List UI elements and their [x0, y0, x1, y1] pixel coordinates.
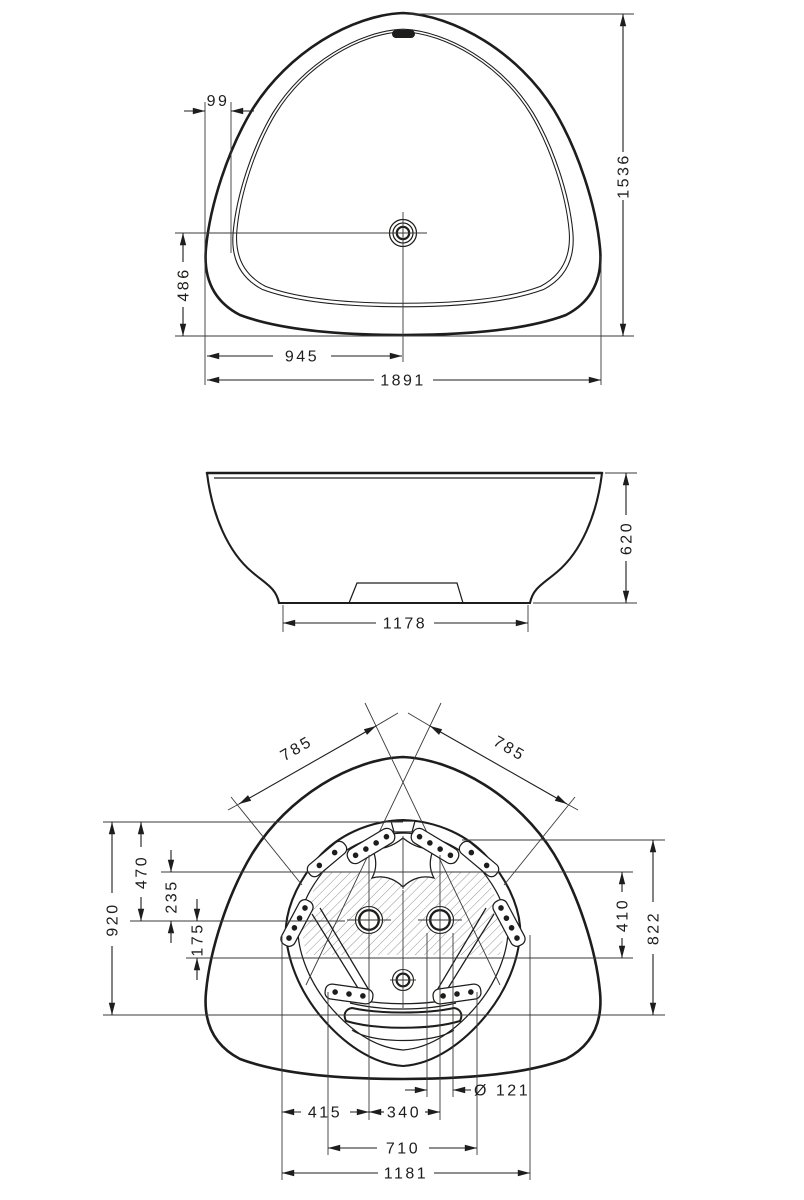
dim-label: 945	[284, 348, 320, 366]
dim-hatch-height	[615, 872, 632, 958]
dim-top-to-holes	[134, 822, 151, 921]
dim-label: 620	[618, 520, 636, 556]
dim-height	[619, 473, 636, 603]
dim-hatch-to-holes	[164, 850, 181, 943]
base-recess	[349, 583, 463, 603]
dim-label: 415	[307, 1104, 343, 1122]
dim-label: 99	[206, 93, 230, 110]
dim-frame-width	[282, 1166, 530, 1183]
dim-label: 1178	[382, 615, 428, 633]
dim-rim-width	[184, 93, 254, 111]
dim-label: 470	[133, 854, 151, 890]
dim-label: 920	[104, 902, 122, 937]
dim-label: 486	[175, 267, 193, 302]
dim-left-to-hole	[282, 1105, 369, 1122]
elevation-extension-lines	[283, 473, 637, 632]
dim-drain-from-left	[207, 349, 402, 366]
dim-support-span	[328, 1141, 477, 1158]
dim-label: 340	[386, 1104, 422, 1122]
dim-label: 785	[277, 733, 316, 766]
dim-hole-diameter	[405, 1083, 530, 1100]
dim-label: 175	[189, 922, 207, 957]
dim-overall-width	[207, 373, 601, 390]
dim-holes-to-hatch-bottom	[190, 899, 207, 980]
underside-view	[103, 703, 665, 1183]
wall-right	[530, 473, 602, 603]
plan-extension-lines	[175, 14, 634, 385]
dim-label: 785	[490, 733, 529, 766]
dim-hole-spacing	[369, 1105, 440, 1122]
elevation-view	[207, 473, 637, 633]
dim-label: 1536	[615, 153, 633, 199]
dim-base-width	[283, 616, 528, 633]
overflow-slot	[392, 30, 415, 38]
plan-view	[175, 13, 634, 390]
dim-label: 1181	[383, 1165, 429, 1183]
dim-drain-from-edge	[176, 233, 193, 336]
dim-label: 710	[385, 1140, 421, 1158]
dim-overall-height	[105, 822, 122, 1015]
wall-left	[207, 473, 279, 603]
dim-frame-height	[646, 840, 663, 1015]
dim-label: Ø 121	[474, 1082, 531, 1100]
frame-apex-tab	[391, 821, 415, 832]
dim-overall-depth	[616, 14, 633, 336]
dim-label: 235	[163, 879, 181, 914]
dim-label: 1891	[380, 372, 426, 390]
dim-label: 822	[645, 910, 663, 946]
dim-label: 410	[614, 897, 632, 933]
